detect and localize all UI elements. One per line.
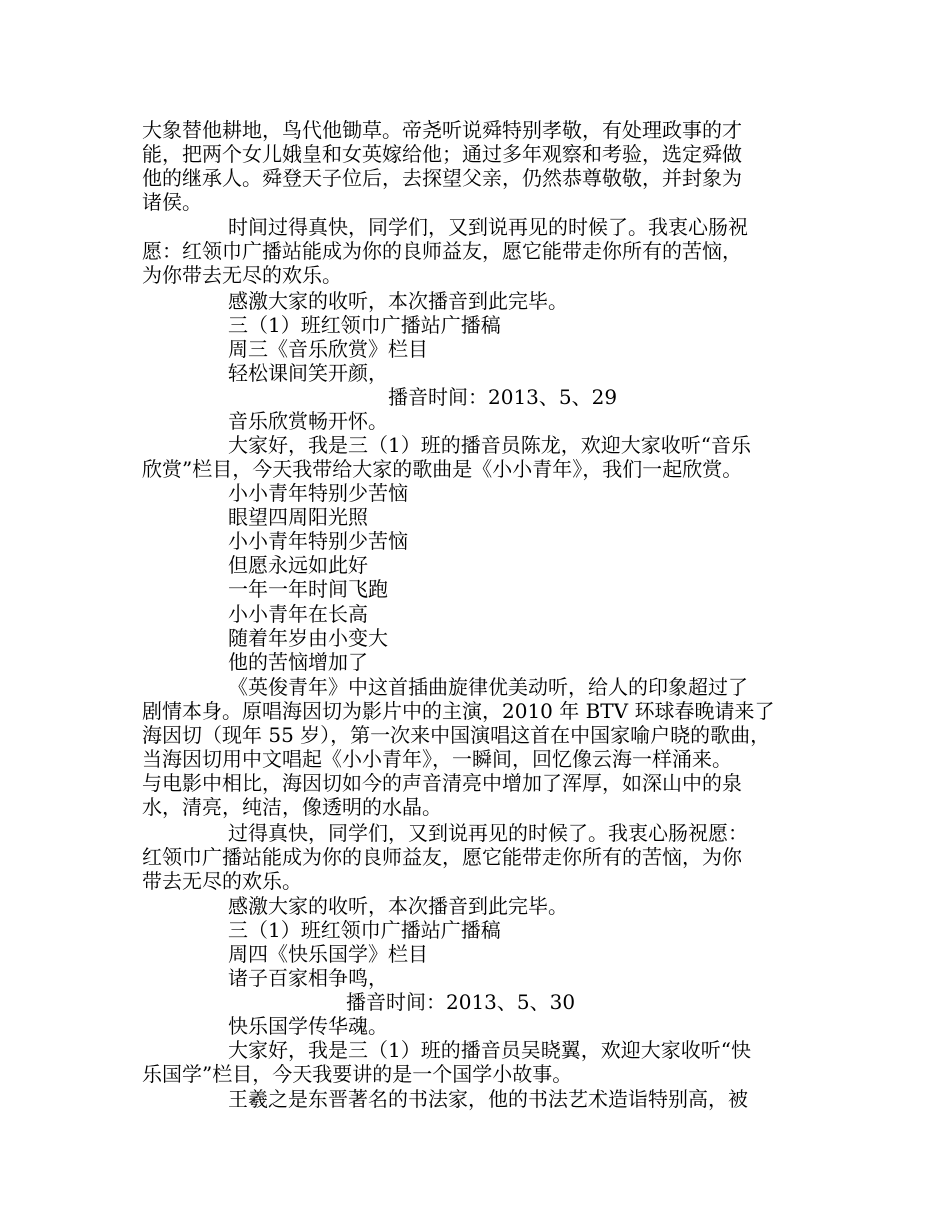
text-line: 海因切（现年 55 岁），第一次来中国演唱这首在中国家喻户晓的歌曲， [142,723,771,747]
text-line: 当海因切用中文唱起《小小青年》，一瞬间，回忆像云海一样涌来。 [142,747,732,771]
text-line: 他的继承人。舜登天子位后，去探望父亲，仍然恭尊敬敬，并封象为 [142,166,742,190]
text-line: 小小青年在长高 [228,602,368,626]
text-line: 音乐欣赏畅开怀。 [228,409,388,433]
text-line: 《英俊青年》中这首插曲旋律优美动听，给人的印象超过了 [228,675,748,699]
text-line: 为你带去无尽的欢乐。 [142,263,342,287]
text-line: 轻松课间笑开颜， [228,361,388,385]
text-line: 大家好，我是三（1）班的播音员吴晓翼，欢迎大家收听“快 [228,1038,751,1062]
text-line: 诸子百家相争鸣， [228,966,388,990]
text-line: 大象替他耕地，鸟代他锄草。帝尧听说舜特别孝敬，有处理政事的才 [142,118,742,142]
text-line: 感激大家的收听，本次播音到此完毕。 [228,894,568,918]
text-line: 过得真快，同学们，又到说再见的时候了。我衷心肠祝愿： [228,821,748,845]
text-line: 愿：红领巾广播站能成为你的良师益友，愿它能带走你所有的苦恼， [142,239,742,263]
text-line: 红领巾广播站能成为你的良师益友，愿它能带走你所有的苦恼，为你 [142,845,742,869]
text-line: 他的苦恼增加了 [228,650,368,674]
text-line: 带去无尽的欢乐。 [142,869,302,893]
text-line: 快乐国学传华魂。 [228,1014,388,1038]
text-line: 欣赏”栏目，今天我带给大家的歌曲是《小小青年》，我们一起欣赏。 [142,457,743,481]
text-line: 三（1）班红领巾广播站广播稿 [228,918,501,942]
text-line: 剧情本身。原唱海因切为影片中的主演，2010 年 BTV 环球春晚请来了 [142,699,775,723]
text-line: 眼望四周阳光照 [228,505,368,529]
text-line: 三（1）班红领巾广播站广播稿 [228,313,501,337]
text-line: 周三《音乐欣赏》栏目 [228,337,428,361]
text-line: 乐国学”栏目，今天我要讲的是一个国学小故事。 [142,1062,573,1086]
text-line: 播音时间：2013、5、30 [346,990,576,1014]
text-line: 与电影中相比，海因切如今的声音清亮中增加了浑厚，如深山中的泉 [142,771,742,795]
text-line: 一年一年时间飞跑 [228,577,388,601]
text-line: 随着年岁由小变大 [228,626,388,650]
text-line: 王羲之是东晋著名的书法家，他的书法艺术造诣特别高，被 [228,1087,748,1111]
text-line: 小小青年特别少苦恼 [228,481,408,505]
text-line: 水，清亮，纯洁，像透明的水晶。 [142,795,442,819]
text-line: 大家好，我是三（1）班的播音员陈龙，欢迎大家收听“音乐 [228,433,751,457]
text-line: 但愿永远如此好 [228,553,368,577]
text-line: 时间过得真快，同学们，又到说再见的时候了。我衷心肠祝 [228,215,748,239]
text-line: 诸侯。 [142,190,202,214]
text-line: 能，把两个女儿娥皇和女英嫁给他；通过多年观察和考验，选定舜做 [142,142,742,166]
text-line: 播音时间：2013、5、29 [388,385,618,409]
text-line: 小小青年特别少苦恼 [228,529,408,553]
text-line: 感激大家的收听，本次播音到此完毕。 [228,289,568,313]
text-line: 周四《快乐国学》栏目 [228,942,428,966]
